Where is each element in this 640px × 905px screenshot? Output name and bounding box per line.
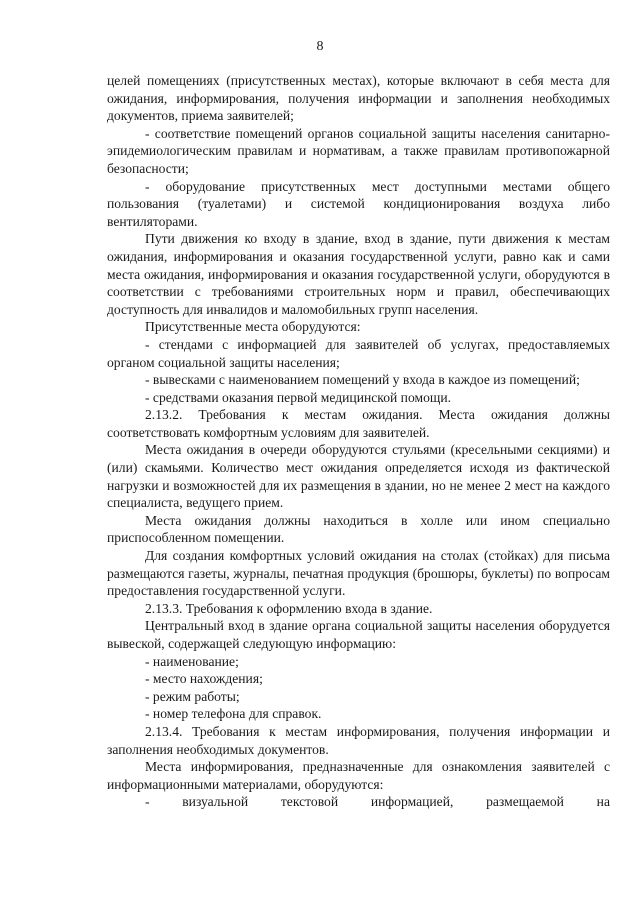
paragraph: 2.13.4. Требования к местам информирования, получения информации и заполнения необходимых документов. bbox=[107, 723, 610, 757]
paragraph: - соответствие помещений органов социальной защиты населения санитарно-эпидемиологическим правилам и нормативам, а также правилам противопожарной безопасности; bbox=[107, 125, 610, 176]
paragraph: - стендами с информацией для заявителей об услугах, предоставляемых органом социальной защиты населения; bbox=[107, 336, 610, 370]
paragraph: Присутственные места оборудуются: bbox=[145, 319, 361, 335]
paragraph: - средствами оказания первой медицинской помощи. bbox=[145, 389, 452, 405]
paragraph: Центральный вход в здание органа социальной защиты населения оборудуется вывеской, содержащей следующую информацию: bbox=[107, 618, 610, 651]
paragraph: Места информирования, предназначенные для ознакомления заявителей с информационными материалами, оборудуются: bbox=[107, 759, 610, 792]
page-number: 8 bbox=[316, 39, 324, 54]
paragraph: 2.13.2. Требования к местам ожидания. Места ожидания должны соответствовать комфортным условиям для заявителей. bbox=[107, 407, 610, 440]
paragraph: целей помещениях (присутственных местах), которые включают в себя места для ожидания, информирования, получения информации и заполнения необходимых документов, приема заявителей; bbox=[107, 73, 610, 124]
paragraph: Места ожидания должны находиться в холле или ином специально приспособленном помещении. bbox=[107, 512, 610, 546]
document-body bbox=[107, 72, 610, 811]
paragraph: - оборудование присутственных мест доступными местами общего пользования (туалетами) и системой кондиционирования воздуха либо вентиляторами. bbox=[107, 178, 610, 229]
paragraph: - визуальной текстовой информацией, размещаемой на bbox=[145, 794, 610, 810]
paragraph: 2.13.3. Требования к оформлению входа в здание. bbox=[145, 600, 433, 616]
paragraph: Для создания комфортных условий ожидания на столах (стойках) для письма размещаются газеты, журналы, печатная продукция (брошюры, буклеты) по вопросам предоставления государственной услуги. bbox=[107, 548, 610, 599]
paragraph: - наименование; bbox=[145, 653, 239, 669]
paragraph: Пути движения ко входу в здание, вход в здание, пути движения к местам ожидания, информирования и оказания государственной услуги, равно как и сами места ожидания, информирования и оказания государственной услуги, оборудуются в соответствии с требованиями строительных норм и правил, обеспечивающих доступность для инвалидов и маломобильных групп населения. bbox=[107, 231, 610, 317]
paragraph: Места ожидания в очереди оборудуются стульями (кресельными секциями) и (или) скамьями. Количество мест ожидания определяется исходя из фактической нагрузки и возможностей для их размещения в здании, но не менее 2 мест на каждого специалиста, ведущего прием. bbox=[107, 442, 610, 511]
paragraph: - вывесками с наименованием помещений у входа в каждое из помещений; bbox=[145, 372, 580, 388]
paragraph: - режим работы; bbox=[145, 688, 240, 704]
paragraph: - номер телефона для справок. bbox=[145, 706, 322, 722]
paragraph: - место нахождения; bbox=[145, 671, 263, 687]
